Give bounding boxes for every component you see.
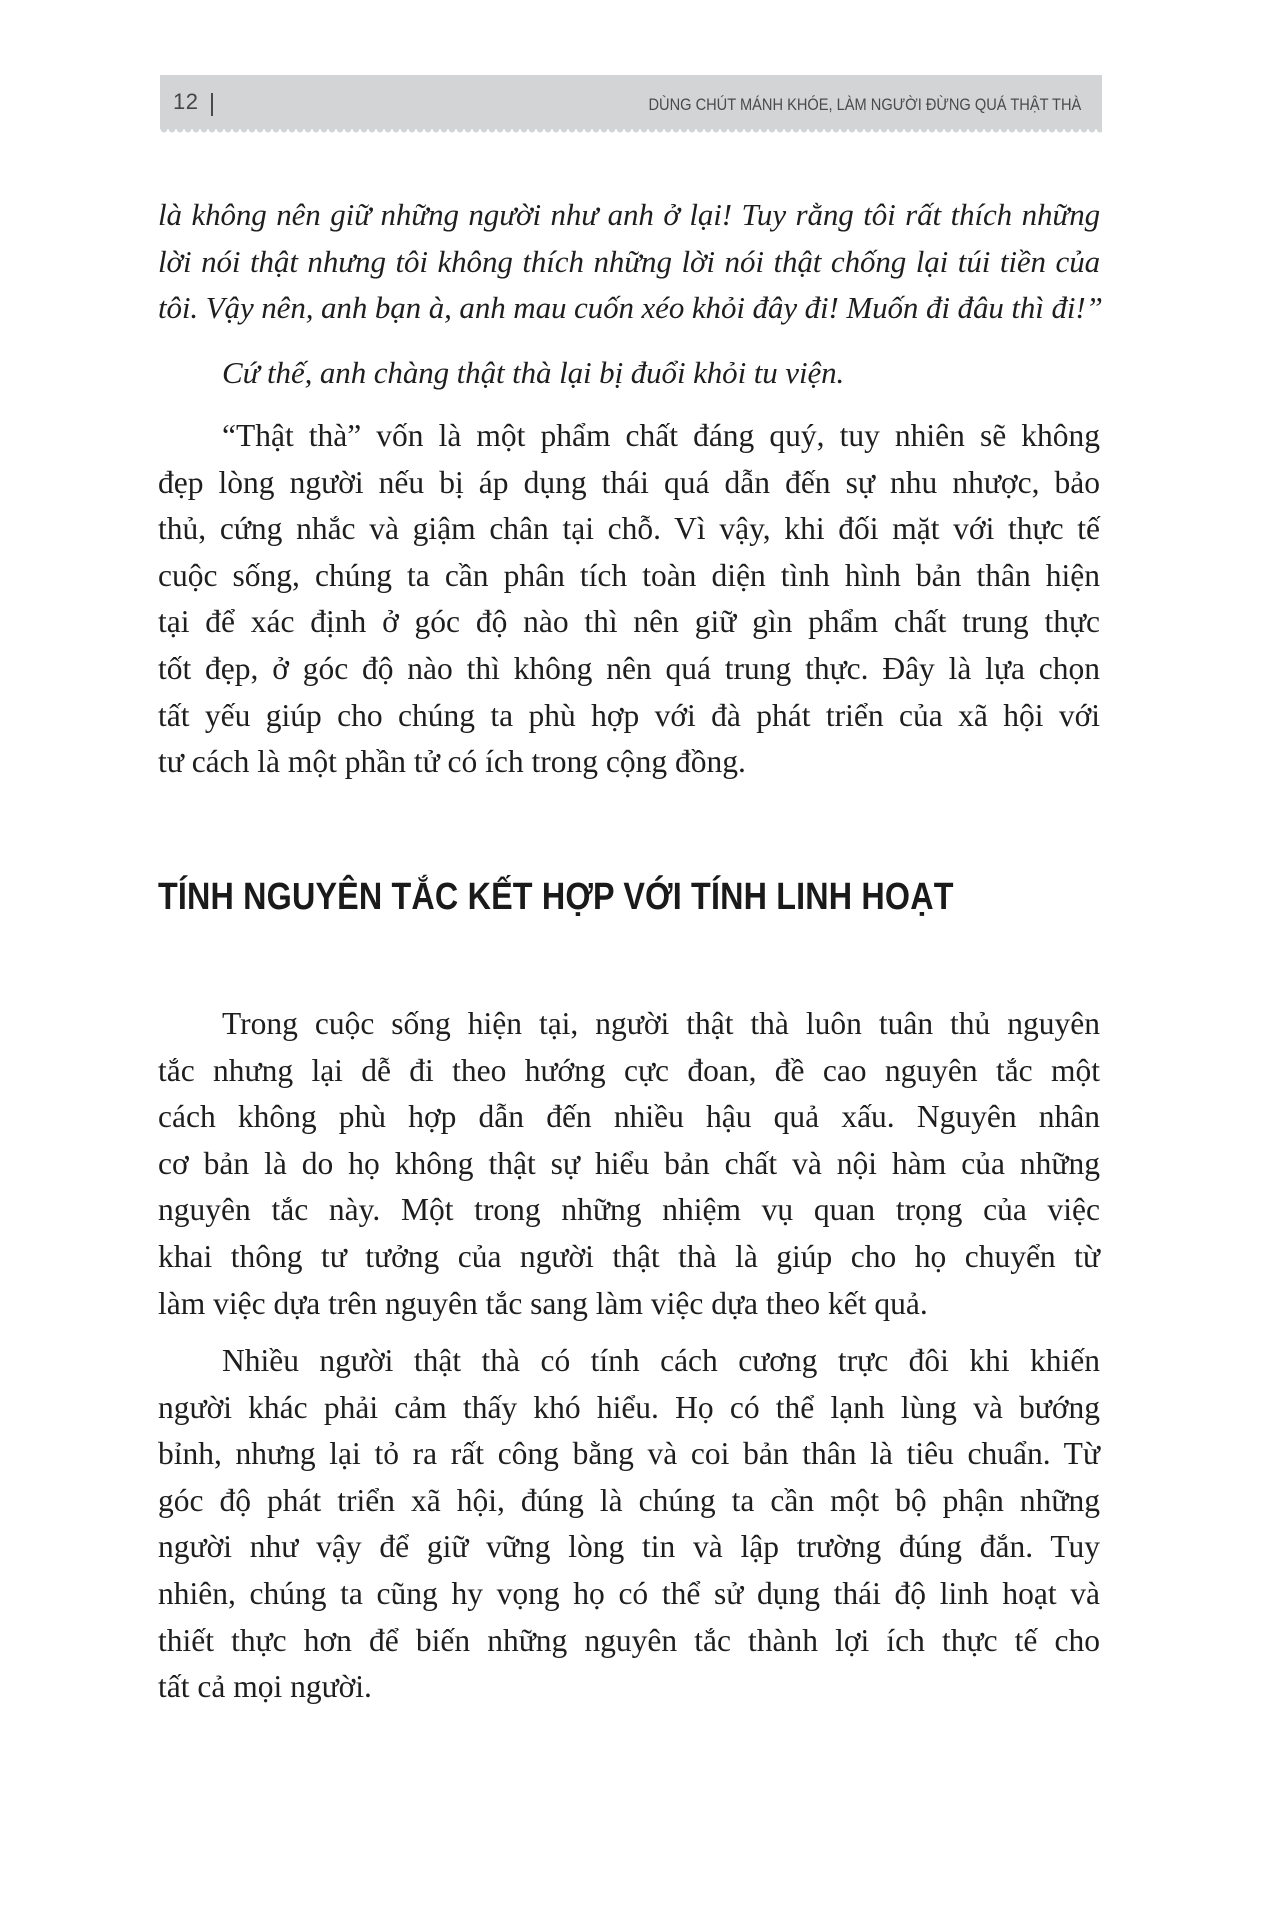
header-divider: [211, 93, 213, 116]
text-line: người như vậy để giữ vững lòng tin và lập trường đúng đắn. Tuy: [158, 1529, 1100, 1565]
text-line: khai thông tư tưởng của người thật thà là giúp cho họ chuyển từ: [158, 1238, 1100, 1274]
text-line: làm việc dựa trên nguyên tắc sang làm việc dựa theo kết quả.: [158, 1285, 928, 1321]
text-line: cách không phù hợp dẫn đến nhiều hậu quả xấu. Nguyên nhân: [158, 1099, 1100, 1135]
text-line: tôi. Vậy nên, anh bạn à, anh mau cuốn xéo khỏi đây đi! Muốn đi đâu thì đi!”: [158, 290, 1103, 326]
text-line: tất yếu giúp cho chúng ta phù hợp với đà phát triển của xã hội với: [158, 697, 1100, 733]
text-line: người khác phải cảm thấy khó hiểu. Họ có thể lạnh lùng và bướng: [158, 1389, 1100, 1425]
text-line: tại để xác định ở góc độ nào thì nên giữ gìn phẩm chất trung thực: [158, 604, 1100, 640]
text-line: “Thật thà” vốn là một phẩm chất đáng quý, tuy nhiên sẽ không: [222, 418, 1100, 453]
paragraph-expelled: [158, 350, 1100, 397]
text-line: cuộc sống, chúng ta cần phân tích toàn diện tình hình bản thân hiện: [158, 557, 1100, 593]
text-line: nguyên tắc này. Một trong những nhiệm vụ quan trọng của việc: [158, 1192, 1100, 1228]
text-line: thiết thực hơn để biến những nguyên tắc thành lợi ích thực tế cho: [158, 1622, 1100, 1658]
text-line: đẹp lòng người nếu bị áp dụng thái quá dẫn đến sự nhu nhược, bảo: [158, 464, 1100, 500]
text-line: Cứ thế, anh chàng thật thà lại bị đuổi khỏi tu viện.: [222, 355, 845, 390]
text-line: là không nên giữ những người như anh ở lại! Tuy rằng tôi rất thích những: [158, 197, 1100, 232]
text-line: Nhiều người thật thà có tính cách cương trực đôi khi khiến: [222, 1343, 1100, 1378]
page-number: 12: [173, 89, 199, 114]
text-line: tất cả mọi người.: [158, 1669, 372, 1705]
text-line: tốt đẹp, ở góc độ nào thì không nên quá trung thực. Đây là lựa chọn: [158, 650, 1100, 686]
text-line: nhiên, chúng ta cũng hy vọng họ có thể sử dụng thái độ linh hoạt và: [158, 1575, 1100, 1611]
text-line: tư cách là một phần tử có ích trong cộng đồng.: [158, 744, 746, 780]
paragraph-honesty: [158, 413, 1100, 786]
text-line: góc độ phát triển xã hội, đúng là chúng ta cần một bộ phận những: [158, 1482, 1100, 1518]
running-title: DÙNG CHÚT MÁNH KHÓE, LÀM NGƯỜI ĐỪNG QUÁ THẬT THÀ: [648, 95, 1081, 114]
text-line: thủ, cứng nhắc và giậm chân tại chỗ. Vì vậy, khi đối mặt với thực tế: [158, 511, 1100, 547]
text-line: bỉnh, nhưng lại tỏ ra rất công bằng và coi bản thân là tiêu chuẩn. Từ: [158, 1436, 1100, 1472]
text-line: tắc nhưng lại dễ đi theo hướng cực đoan, đề cao nguyên tắc một: [158, 1052, 1100, 1088]
text-line: Trong cuộc sống hiện tại, người thật thà luôn tuân thủ nguyên: [222, 1006, 1100, 1041]
paragraph-principles: [158, 1001, 1100, 1327]
paragraph-upright-people: [158, 1338, 1100, 1711]
section-heading: TÍNH NGUYÊN TẮC KẾT HỢP VỚI TÍNH LINH HOẠT: [158, 876, 954, 918]
text-line: lời nói thật nhưng tôi không thích những lời nói thật chống lại túi tiền của: [158, 243, 1100, 279]
text-line: cơ bản là do họ không thật sự hiểu bản chất và nội hàm của những: [158, 1145, 1100, 1181]
running-header: [160, 75, 1102, 129]
paragraph-quote-continuation: [158, 192, 1103, 332]
